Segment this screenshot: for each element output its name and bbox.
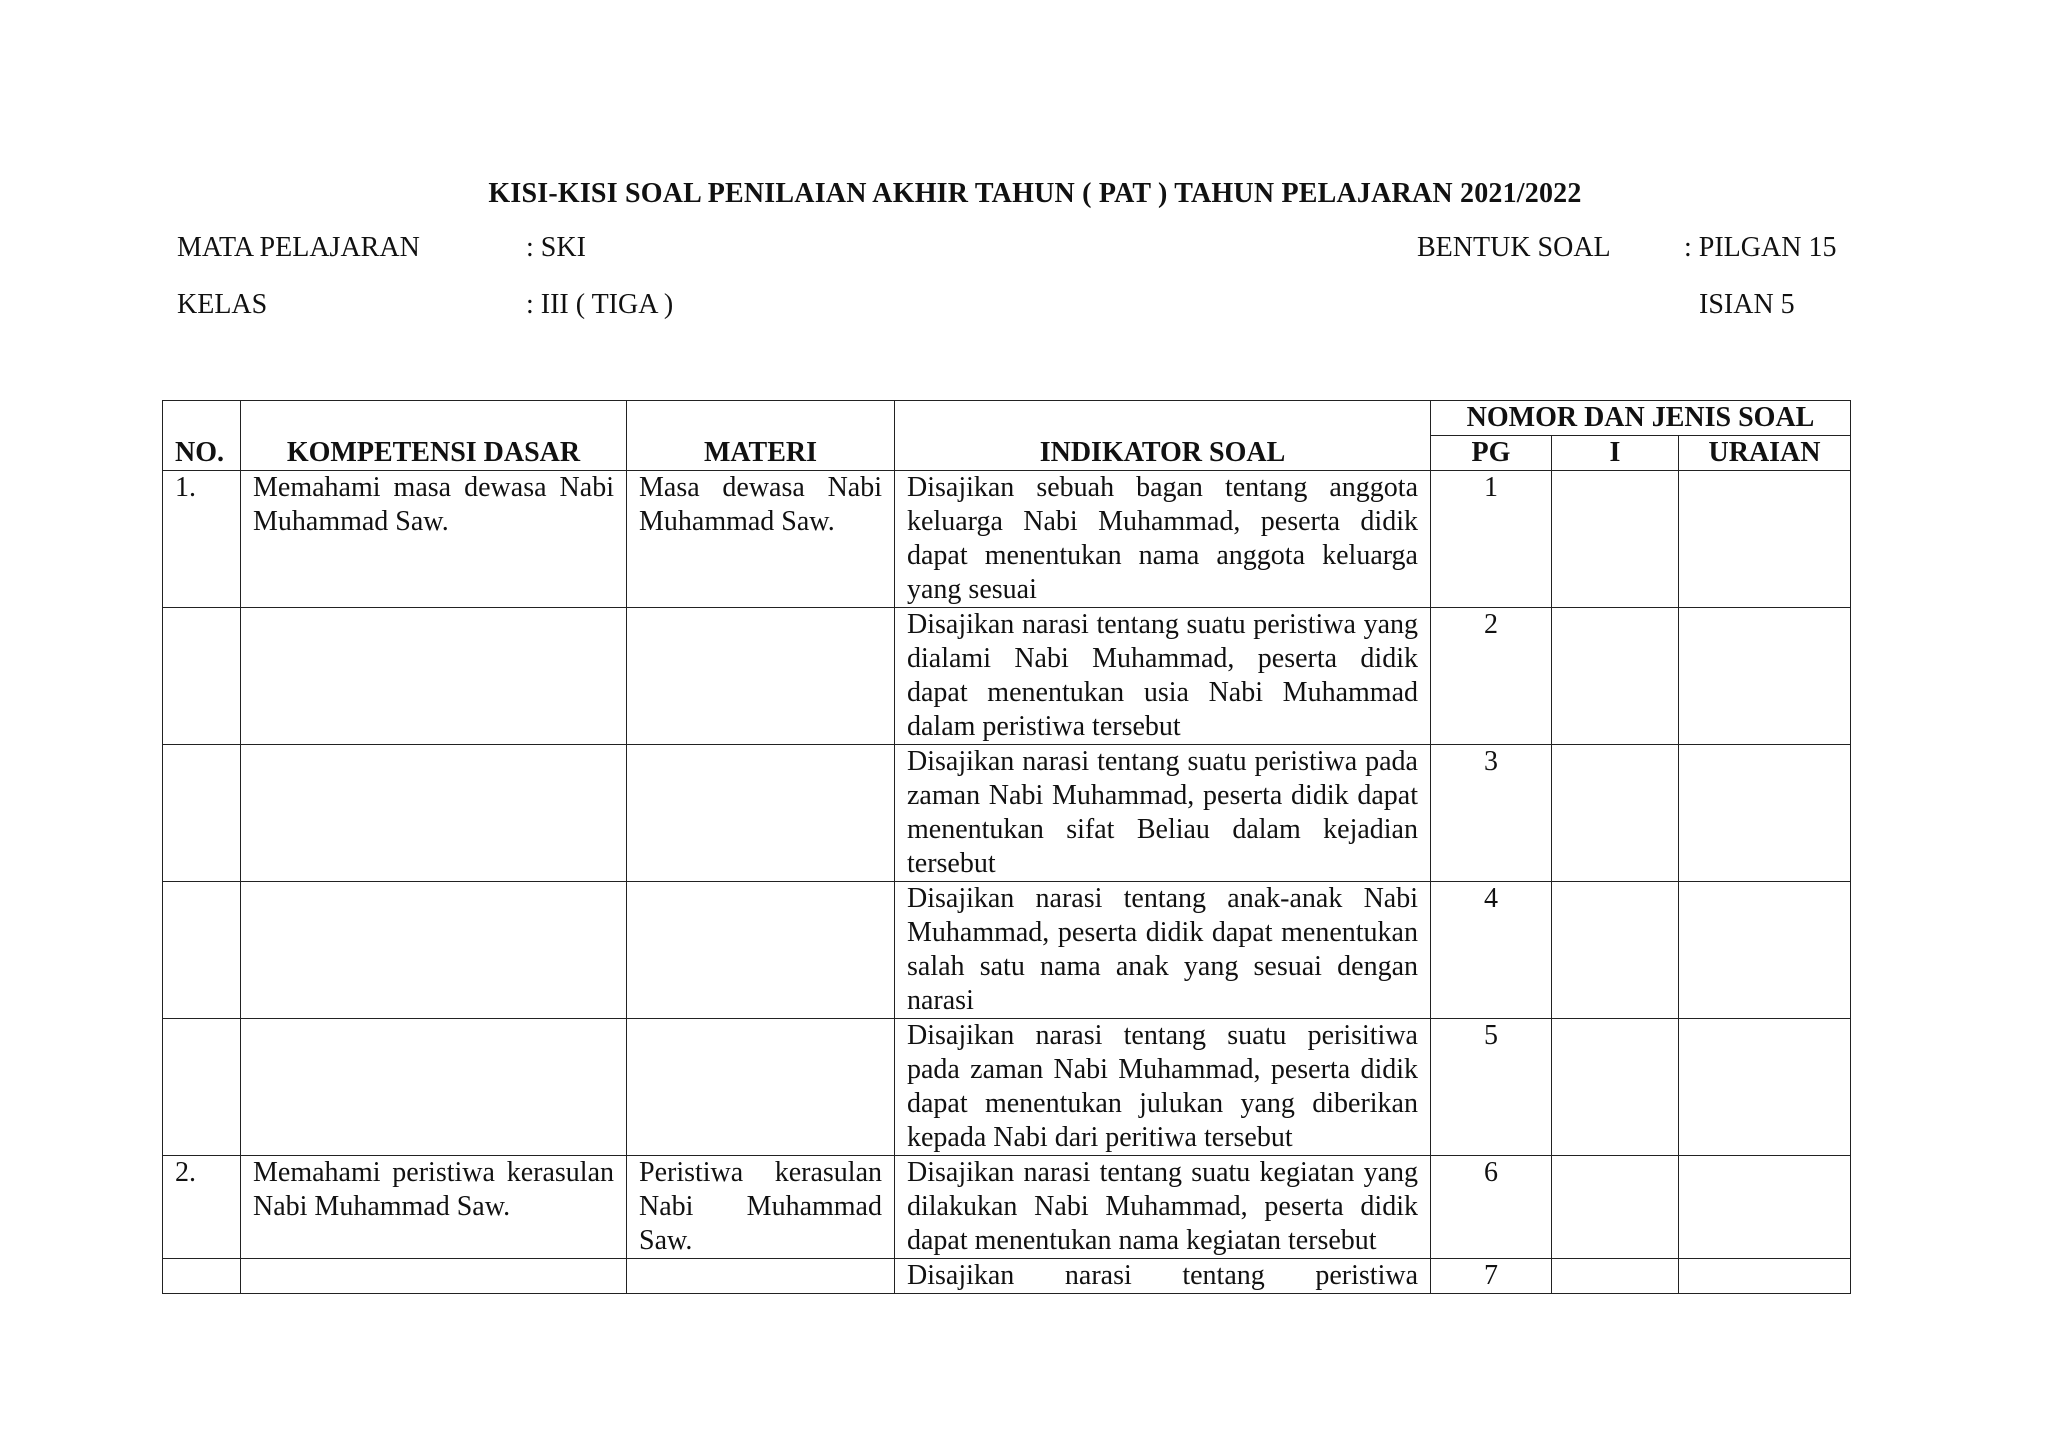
row-kompetensi: [241, 608, 627, 745]
row-indikator: Disajikan narasi tentang suatu peristiwa pada zaman Nabi Muhammad, peserta didik dapat menentukan sifat Beliau dalam kejadian tersebut: [895, 745, 1431, 882]
row-no: 2.: [163, 1156, 241, 1259]
row-no: [163, 608, 241, 745]
row-materi: [627, 745, 895, 882]
row-uraian: [1679, 1156, 1851, 1259]
row-kompetensi: [241, 1019, 627, 1156]
row-uraian: [1679, 1259, 1851, 1294]
table-row: [163, 1259, 1851, 1294]
table-row: [163, 882, 1851, 1019]
row-pg: 6: [1431, 1156, 1552, 1259]
table-row: [163, 745, 1851, 882]
class-label: KELAS: [177, 289, 268, 320]
header-pg: PG: [1431, 436, 1552, 471]
row-isian: [1552, 608, 1679, 745]
row-isian: [1552, 1019, 1679, 1156]
subject-label: MATA PELAJARAN: [177, 232, 420, 263]
header-kompetensi-dasar: KOMPETENSI DASAR: [241, 401, 627, 471]
row-pg: 2: [1431, 608, 1552, 745]
row-materi: [627, 1259, 895, 1294]
header-materi: MATERI: [627, 401, 895, 471]
row-pg: 5: [1431, 1019, 1552, 1156]
row-kompetensi: [241, 745, 627, 882]
row-no: [163, 882, 241, 1019]
row-materi: [627, 1019, 895, 1156]
row-no: [163, 1259, 241, 1294]
row-isian: [1552, 745, 1679, 882]
row-kompetensi: [241, 882, 627, 1019]
row-indikator: Disajikan narasi tentang suatu peristiwa yang dialami Nabi Muhammad, peserta didik dapat menentukan usia Nabi Muhammad dalam peristiwa tersebut: [895, 608, 1431, 745]
header-uraian: URAIAN: [1679, 436, 1851, 471]
row-no: [163, 745, 241, 882]
row-materi: [627, 882, 895, 1019]
row-uraian: [1679, 608, 1851, 745]
header-nomor-dan-jenis-soal: NOMOR DAN JENIS SOAL: [1431, 401, 1851, 436]
row-kompetensi: Memahami peristiwa kerasulan Nabi Muhammad Saw.: [241, 1156, 627, 1259]
table-row: [163, 471, 1851, 608]
row-pg: 3: [1431, 745, 1552, 882]
row-kompetensi: Memahami masa dewasa Nabi Muhammad Saw.: [241, 471, 627, 608]
row-uraian: [1679, 471, 1851, 608]
row-uraian: [1679, 882, 1851, 1019]
document-title: KISI-KISI SOAL PENILAIAN AKHIR TAHUN ( PAT ) TAHUN PELAJARAN 2021/2022: [488, 178, 1582, 209]
header-no: NO.: [163, 401, 241, 471]
table-row: [163, 1019, 1851, 1156]
row-isian: [1552, 1156, 1679, 1259]
row-materi: [627, 608, 895, 745]
subject-value: : SKI: [526, 232, 586, 263]
row-uraian: [1679, 745, 1851, 882]
row-uraian: [1679, 1019, 1851, 1156]
question-grid-table: [162, 400, 1851, 1294]
row-pg: 1: [1431, 471, 1552, 608]
row-pg: 7: [1431, 1259, 1552, 1294]
row-no: 1.: [163, 471, 241, 608]
table-row: [163, 1156, 1851, 1259]
table-row: [163, 608, 1851, 745]
row-isian: [1552, 1259, 1679, 1294]
row-indikator: Disajikan narasi tentang suatu perisitiwa pada zaman Nabi Muhammad, peserta didik dapat menentukan julukan yang diberikan kepada Nabi dari peritiwa tersebut: [895, 1019, 1431, 1156]
row-kompetensi: [241, 1259, 627, 1294]
question-form-value-multiple-choice: : PILGAN 15: [1684, 232, 1837, 263]
row-isian: [1552, 882, 1679, 1019]
row-indikator: Disajikan sebuah bagan tentang anggota keluarga Nabi Muhammad, peserta didik dapat menentukan nama anggota keluarga yang sesuai: [895, 471, 1431, 608]
row-indikator: Disajikan narasi tentang suatu kegiatan yang dilakukan Nabi Muhammad, peserta didik dapat menentukan nama kegiatan tersebut: [895, 1156, 1431, 1259]
class-value: : III ( TIGA ): [526, 289, 674, 320]
row-indikator: Disajikan narasi tentang anak-anak Nabi Muhammad, peserta didik dapat menentukan salah satu nama anak yang sesuai dengan narasi: [895, 882, 1431, 1019]
row-materi: Masa dewasa Nabi Muhammad Saw.: [627, 471, 895, 608]
question-form-value-fill-in: ISIAN 5: [1699, 289, 1795, 320]
row-pg: 4: [1431, 882, 1552, 1019]
row-isian: [1552, 471, 1679, 608]
row-materi: Peristiwa kerasulan Nabi Muhammad Saw.: [627, 1156, 895, 1259]
header-indikator-soal: INDIKATOR SOAL: [895, 401, 1431, 471]
question-form-label: BENTUK SOAL: [1417, 232, 1611, 263]
row-no: [163, 1019, 241, 1156]
row-indikator: Disajikan narasi tentang peristiwa: [895, 1259, 1431, 1294]
header-isian: I: [1552, 436, 1679, 471]
